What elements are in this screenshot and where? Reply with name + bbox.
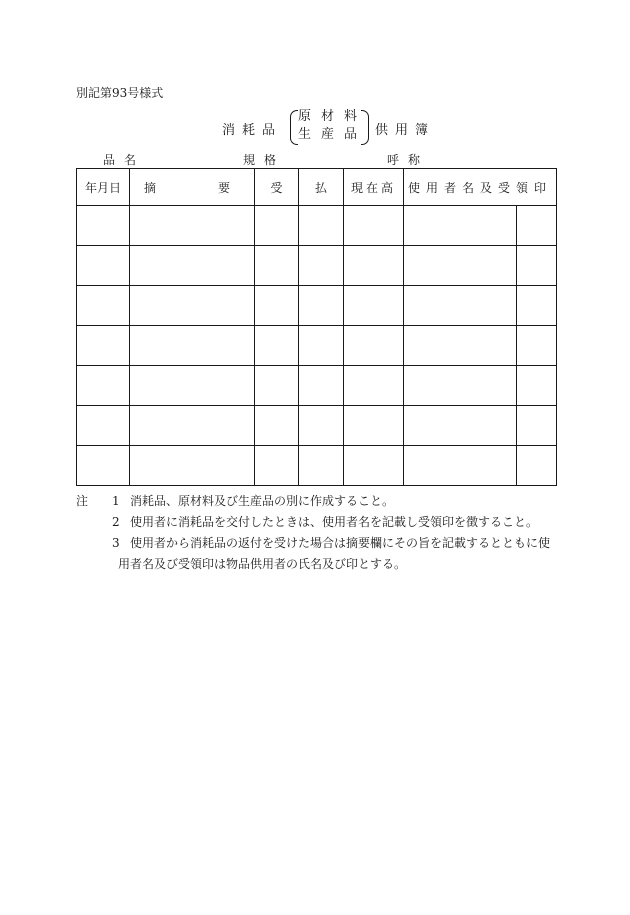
table-row (77, 446, 557, 486)
summary-cell (130, 446, 255, 486)
paid-out-cell (299, 286, 344, 326)
user-name-cell (404, 446, 517, 486)
seal-cell (517, 406, 557, 446)
note-line-3-cont (76, 554, 556, 575)
header-on-hand: 現在高 (344, 169, 404, 206)
user-name-cell (404, 246, 517, 286)
title-products: 生産品 (298, 127, 368, 142)
date-cell (77, 366, 130, 406)
on-hand-cell (344, 326, 404, 366)
table-row (77, 246, 557, 286)
notes-label: 注 (76, 494, 89, 508)
title-bracket-close (361, 110, 369, 145)
header-date: 年月日 (77, 169, 130, 206)
specification-label: 規格 (243, 153, 286, 167)
received-cell (255, 366, 299, 406)
user-name-cell (404, 406, 517, 446)
table-row (77, 286, 557, 326)
note-3-text: 使用者から消耗品の返付を受けた場合は摘要欄にその旨を記載するとともに使 (130, 536, 551, 550)
note-2-number: 2 (112, 515, 120, 529)
note-line-3 (76, 533, 556, 554)
header-user-and-seal: 使用者名及受領印 (404, 169, 557, 206)
on-hand-cell (344, 366, 404, 406)
received-cell (255, 206, 299, 246)
table-row (77, 326, 557, 366)
date-cell (77, 206, 130, 246)
user-name-cell (404, 326, 517, 366)
note-3-number: 3 (112, 536, 120, 550)
header-summary-char-2: 要 (218, 180, 231, 195)
title-consumables: 消耗品 (222, 123, 283, 138)
notes-section (76, 491, 556, 575)
header-received: 受 (255, 169, 299, 206)
received-cell (255, 446, 299, 486)
note-2-text: 使用者に消耗品を交付したときは、使用者名を記載し受領印を徴すること。 (130, 515, 539, 529)
title-bracket-open (290, 110, 298, 145)
note-1-text: 消耗品、原材料及び生産品の別に作成すること。 (130, 494, 395, 508)
summary-cell (130, 206, 255, 246)
item-name-label: 品名 (103, 153, 146, 167)
date-cell (77, 406, 130, 446)
user-name-cell (404, 286, 517, 326)
user-name-cell (404, 206, 517, 246)
designation-label: 呼称 (387, 153, 430, 167)
paid-out-cell (299, 366, 344, 406)
date-cell (77, 446, 130, 486)
table-row (77, 206, 557, 246)
ledger-table (76, 168, 557, 486)
title-bracket-stack (298, 108, 368, 144)
received-cell (255, 326, 299, 366)
seal-cell (517, 286, 557, 326)
on-hand-cell (344, 406, 404, 446)
paid-out-cell (299, 446, 344, 486)
on-hand-cell (344, 246, 404, 286)
note-line-1 (76, 491, 556, 512)
table-row (77, 406, 557, 446)
seal-cell (517, 246, 557, 286)
date-cell (77, 246, 130, 286)
date-cell (77, 326, 130, 366)
table-row (77, 366, 557, 406)
summary-cell (130, 406, 255, 446)
header-row (77, 169, 557, 206)
header-summary (130, 169, 255, 206)
form-title (0, 107, 630, 147)
date-cell (77, 286, 130, 326)
paid-out-cell (299, 206, 344, 246)
paid-out-cell (299, 406, 344, 446)
received-cell (255, 406, 299, 446)
summary-cell (130, 366, 255, 406)
title-raw-materials: 原材料 (298, 109, 368, 124)
header-paid-out: 払 (299, 169, 344, 206)
summary-cell (130, 246, 255, 286)
received-cell (255, 246, 299, 286)
on-hand-cell (344, 446, 404, 486)
seal-cell (517, 366, 557, 406)
paid-out-cell (299, 326, 344, 366)
on-hand-cell (344, 286, 404, 326)
summary-cell (130, 326, 255, 366)
seal-cell (517, 206, 557, 246)
seal-cell (517, 326, 557, 366)
seal-cell (517, 446, 557, 486)
note-1-number: 1 (112, 494, 120, 508)
on-hand-cell (344, 206, 404, 246)
header-summary-char-1: 摘 (144, 180, 157, 195)
summary-cell (130, 286, 255, 326)
received-cell (255, 286, 299, 326)
user-name-cell (404, 366, 517, 406)
note-3-continuation: 用者名及び受領印は物品供用者の氏名及び印とする。 (118, 557, 407, 571)
paid-out-cell (299, 246, 344, 286)
form-number: 別記第93号様式 (76, 86, 164, 100)
note-line-2 (76, 512, 556, 533)
title-issue-register: 供用簿 (375, 123, 436, 138)
